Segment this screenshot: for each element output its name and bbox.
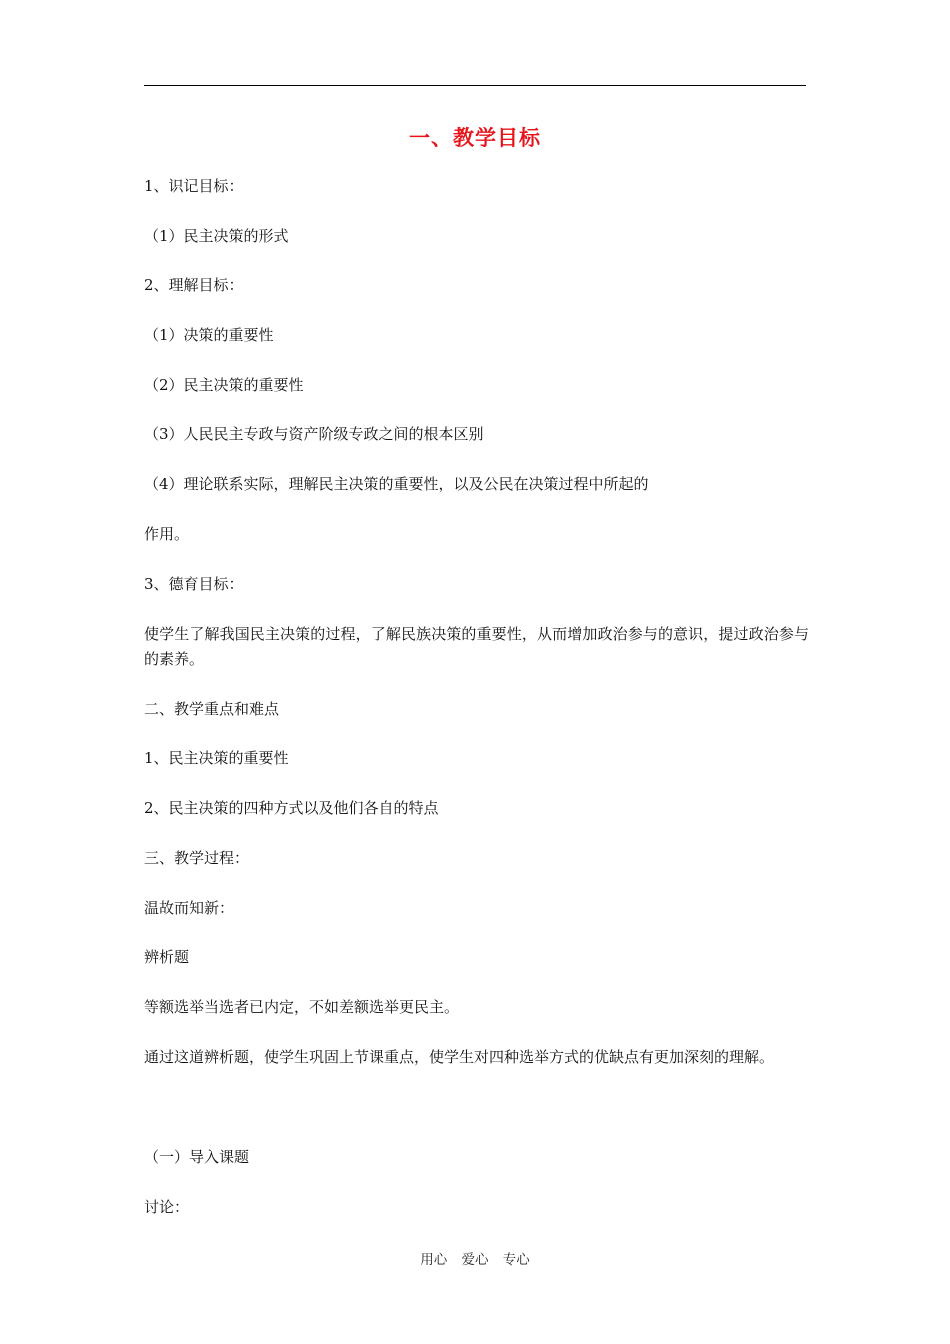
paragraph-discussion: 讨论： — [144, 1198, 190, 1216]
paragraph-question-text: 等额选举当选者已内定，不如差额选举更民主。 — [144, 998, 460, 1016]
paragraph-theory-practice: （4）理论联系实际，理解民主决策的重要性，以及公民在决策过程中所起的 — [144, 475, 649, 493]
paragraph-role: 作用。 — [144, 525, 190, 543]
paragraph-memorize-goal: 1、识记目标： — [144, 177, 244, 195]
paragraph-dictatorship-difference: （3）人民民主专政与资产阶级专政之间的根本区别 — [144, 425, 484, 443]
paragraph-introduce-topic: （一）导入课题 — [144, 1148, 250, 1166]
paragraph-moral-description: 使学生了解我国民主决策的过程，了解民族决策的重要性，从而增加政治参与的意识，提过政治参与的素养。 — [144, 625, 809, 668]
page-title: 一、教学目标 — [409, 125, 541, 150]
paragraph-moral-goal: 3、德育目标： — [144, 575, 244, 593]
paragraph-key-point-1: 1、民主决策的重要性 — [144, 749, 289, 767]
header-rule — [144, 85, 806, 86]
paragraph-decision-importance: （1）决策的重要性 — [144, 326, 274, 344]
section-teaching-process: 三、教学过程： — [144, 849, 250, 867]
page-footer: 用心 爱心 专心 — [420, 1252, 530, 1268]
paragraph-decision-forms: （1）民主决策的形式 — [144, 227, 289, 245]
paragraph-democratic-decision-importance: （2）民主决策的重要性 — [144, 376, 304, 394]
paragraph-analysis-question: 辨析题 — [144, 948, 190, 966]
paragraph-review: 温故而知新： — [144, 899, 235, 917]
paragraph-understand-goal: 2、理解目标： — [144, 276, 244, 294]
paragraph-key-point-2: 2、民主决策的四种方式以及他们各自的特点 — [144, 799, 439, 817]
paragraph-question-purpose: 通过这道辨析题，使学生巩固上节课重点，使学生对四种选举方式的优缺点有更加深刻的理解。 — [144, 1048, 775, 1066]
section-key-points: 二、教学重点和难点 — [144, 700, 280, 718]
